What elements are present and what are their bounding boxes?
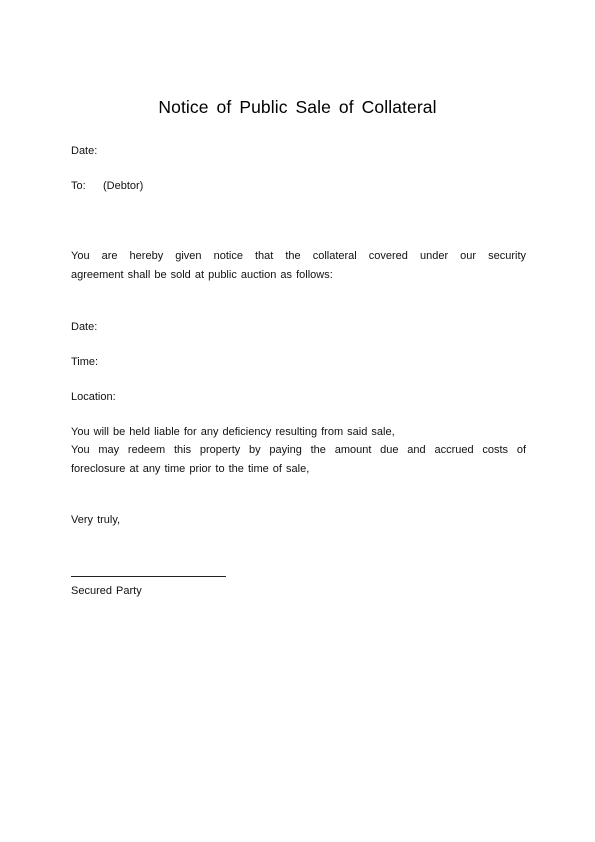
closing-salutation: Very truly,	[71, 514, 121, 526]
sale-location-label: Location:	[71, 391, 116, 403]
redeem-paragraph	[71, 441, 526, 478]
notice-paragraph	[71, 247, 526, 284]
redeem-line-2: foreclosure at any time prior to the time of sale,	[71, 462, 310, 475]
date-label: Date:	[71, 145, 98, 157]
document-title: Notice of Public Sale of Collateral	[158, 97, 437, 117]
to-label: To:	[71, 180, 86, 192]
signature-line	[71, 576, 226, 577]
sale-time-label: Time:	[71, 356, 99, 368]
signature-label: Secured Party	[71, 585, 142, 597]
liability-statement: You will be held liable for any deficiency resulting from said sale,	[71, 426, 395, 438]
recipient-line	[71, 180, 143, 192]
redeem-line-1: You may redeem this property by paying the amount due and accrued costs of	[71, 444, 526, 456]
notice-line-1: You are hereby given notice that the collateral covered under our security	[71, 250, 526, 262]
recipient-value: (Debtor)	[103, 180, 144, 192]
notice-line-2: agreement shall be sold at public auction as follows:	[71, 268, 333, 281]
sale-date-label: Date:	[71, 321, 98, 333]
